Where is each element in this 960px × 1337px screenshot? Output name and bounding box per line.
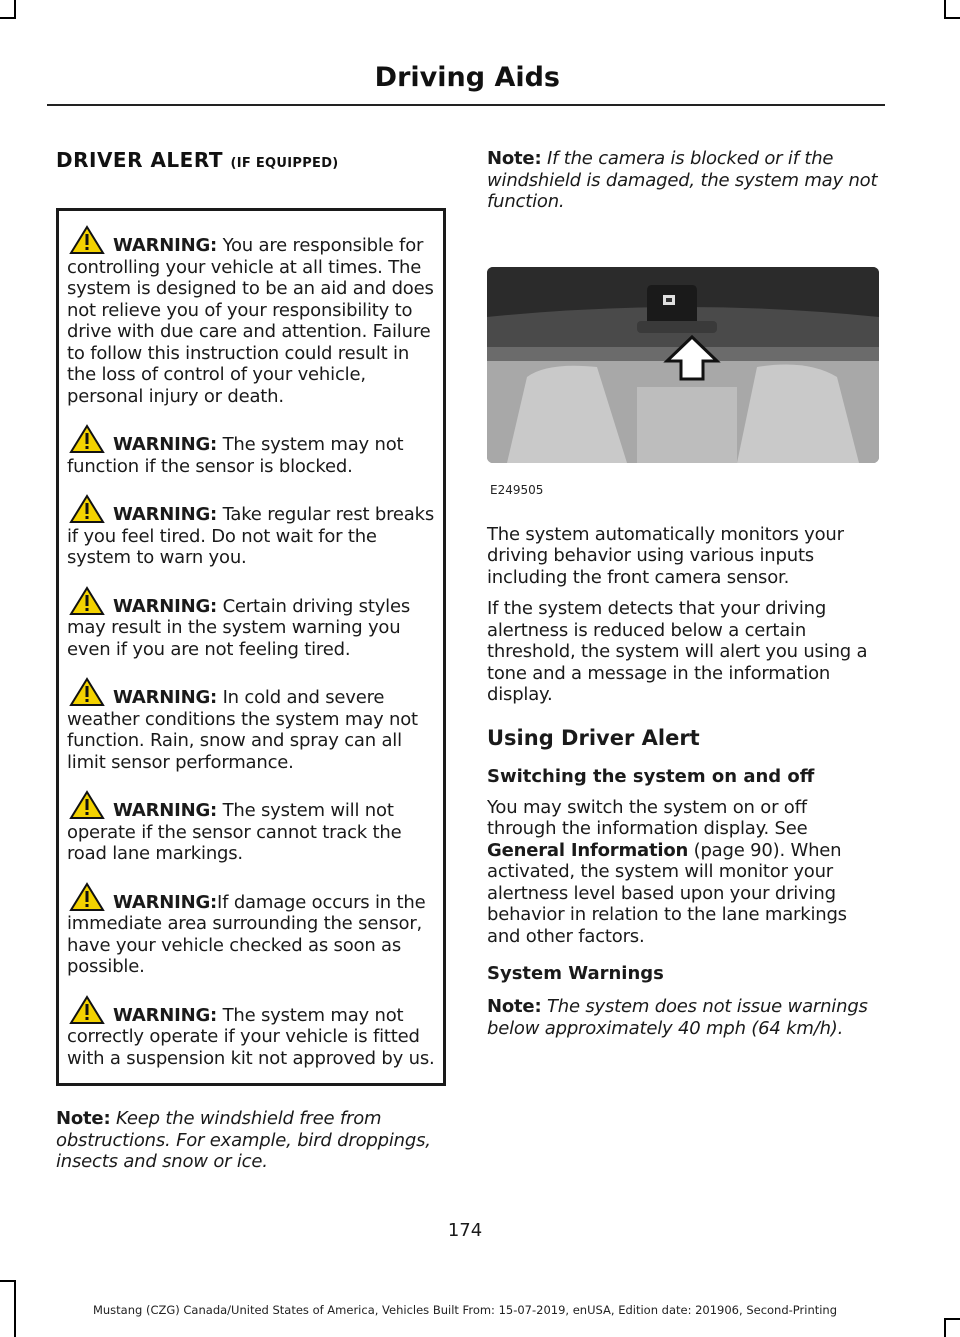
section-title: Driving Aids: [374, 62, 560, 93]
note-text: Keep the windshield free from obstructions. For example, bird droppings, insects and snow or ice.: [56, 1108, 431, 1172]
warning-item: [67, 790, 435, 865]
note: [56, 1108, 446, 1173]
warning-item: [67, 424, 435, 477]
cross-reference-link[interactable]: General Information: [487, 839, 689, 861]
warning-triangle-icon: [67, 424, 109, 454]
warning-triangle-icon: [67, 790, 109, 820]
crop-mark: [944, 1318, 946, 1337]
warning-box: [56, 208, 446, 1086]
note: [487, 996, 879, 1039]
warning-triangle-icon: [67, 677, 109, 707]
warning-triangle-icon: [67, 882, 109, 912]
heading-text: DRIVER ALERT: [56, 148, 223, 172]
warning-item: [67, 494, 435, 569]
right-column: [487, 148, 879, 1039]
left-column: [56, 148, 446, 1173]
note-text: The system does not issue warnings below approximately 40 mph (64 km/h).: [487, 996, 868, 1039]
warning-item: [67, 677, 435, 773]
section-heading: [56, 148, 446, 172]
crop-mark: [944, 17, 960, 19]
warning-label: WARNING:: [113, 434, 218, 455]
footer: Mustang (CZG) Canada/United States of America, Vehicles Built From: 15-07-2019, enUSA, Edition date: 201906, Second-Printing: [92, 1303, 838, 1317]
warning-triangle-icon: [67, 995, 109, 1025]
crop-mark: [14, 0, 16, 18]
note-label: Note:: [487, 148, 542, 169]
warning-text: You are responsible for controlling your vehicle at all times. The system is designed to be an aid and does not relieve you of your responsibility to drive with due care and attention. Failure to follow this instruction could result in the loss of control of your vehicle, personal injury or death.: [67, 235, 434, 407]
warning-text: The system may not correctly operate if your vehicle is fitted with a suspension kit not approved by us.: [67, 1004, 435, 1069]
warning-text: The system may not function if the sensor is blocked.: [67, 434, 404, 477]
page-number: 174: [447, 1220, 483, 1241]
warning-label: WARNING:: [113, 235, 218, 256]
crop-mark: [944, 1318, 960, 1320]
warning-text: If damage occurs in the immediate area surrounding the sensor, have your vehicle checked as soon as possible.: [67, 891, 426, 977]
crop-mark: [944, 0, 946, 18]
warning-label: WARNING:: [113, 687, 218, 708]
warning-label: WARNING:: [113, 595, 218, 617]
note-label: Note:: [56, 1108, 111, 1129]
subheading-minor: System Warnings: [487, 963, 664, 984]
note-label: Note:: [487, 996, 542, 1017]
warning-triangle-icon: [67, 586, 109, 616]
subheading-minor: Switching the system on and off: [487, 765, 815, 787]
warning-triangle-icon: [67, 225, 109, 255]
paragraph: [487, 797, 879, 948]
warning-item: [67, 995, 435, 1070]
note: [487, 148, 879, 213]
paragraph-text: You may switch the system on or off through the information display. See: [487, 796, 808, 839]
warning-text: Certain driving styles may result in the system warning you even if you are not feeling tired.: [67, 595, 411, 660]
warning-item: [67, 882, 435, 978]
warning-item: [67, 586, 435, 661]
windshield-camera-illustration: [487, 267, 879, 463]
paragraph-text: (page 90). When activated, the system will monitor your alertness level based upon your driving behavior in relation to the lane markings and other factors.: [487, 839, 847, 947]
header-rule: [47, 104, 885, 106]
warning-text: Take regular rest breaks if you feel tired. Do not wait for the system to warn you.: [67, 504, 435, 568]
figure-reference: E249505: [490, 482, 544, 497]
crop-mark: [0, 1280, 16, 1282]
note-text: If the camera is blocked or if the windshield is damaged, the system may not function.: [487, 148, 878, 212]
warning-triangle-icon: [67, 494, 109, 524]
paragraph: The system automatically monitors your driving behavior using various inputs including the front camera sensor.: [487, 523, 844, 588]
windshield-camera-photo: [487, 267, 879, 463]
warning-label: WARNING:: [113, 504, 218, 525]
warning-item: [67, 225, 435, 407]
warning-text: In cold and severe weather conditions the system may not function. Rain, snow and spray can all limit sensor performance.: [67, 687, 418, 773]
heading-suffix: (IF EQUIPPED): [230, 156, 339, 171]
warning-label: WARNING:: [113, 800, 218, 821]
crop-mark: [0, 17, 16, 19]
paragraph: If the system detects that your driving alertness is reduced below a certain threshold, the system will alert you using a tone and a message in the information display.: [487, 598, 868, 705]
warning-label: WARNING:: [113, 1004, 218, 1026]
warning-text: The system will not operate if the sensor cannot track the road lane markings.: [67, 800, 402, 864]
warning-label: WARNING:: [113, 891, 218, 913]
subheading: Using Driver Alert: [487, 725, 700, 750]
